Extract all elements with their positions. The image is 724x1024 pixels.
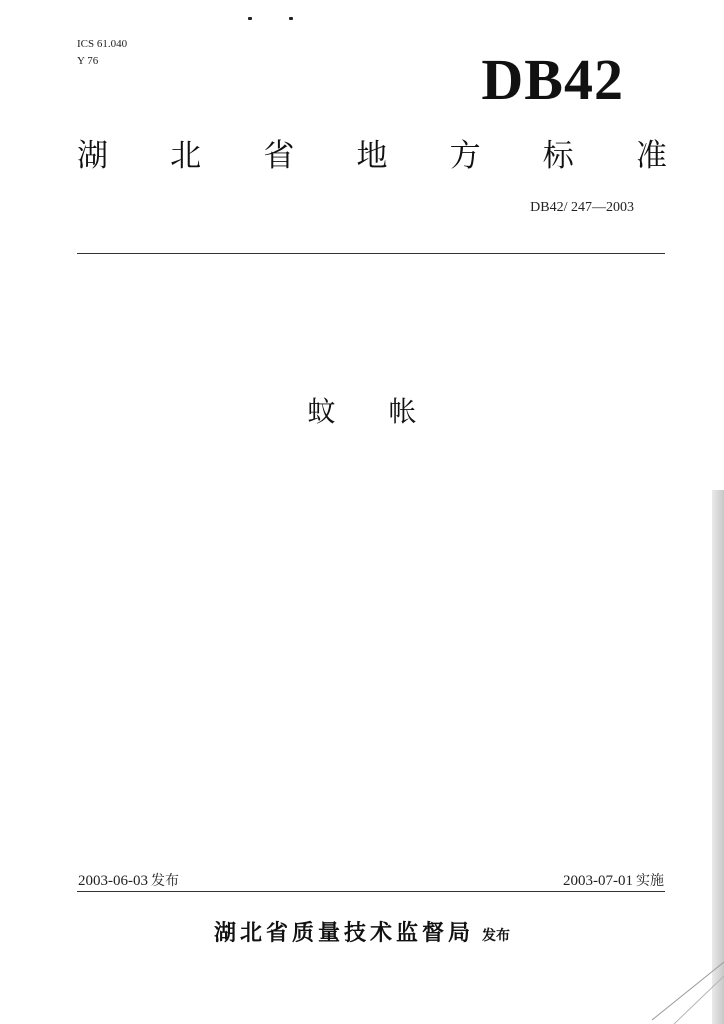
heading-char: 省 bbox=[263, 138, 295, 174]
standard-type-heading bbox=[77, 136, 667, 176]
heading-char: 北 bbox=[170, 138, 202, 174]
publisher-name: 湖北省质量技术监督局 bbox=[213, 920, 474, 946]
document-title: 蚊 帐 bbox=[307, 395, 439, 428]
publisher-line bbox=[0, 916, 724, 947]
issue-date: 2003-06-03 bbox=[78, 873, 148, 889]
footer-divider bbox=[77, 891, 665, 892]
heading-char: 地 bbox=[356, 138, 388, 174]
scan-mark-right bbox=[289, 17, 293, 20]
ics-code: ICS 61.040 bbox=[77, 38, 128, 50]
scan-mark-left bbox=[248, 17, 252, 20]
heading-char: 标 bbox=[542, 138, 574, 174]
effective-date: 2003-07-01 bbox=[563, 873, 633, 889]
effective-label: 实施 bbox=[636, 873, 664, 889]
publisher-verb: 发布 bbox=[482, 928, 510, 944]
heading-char: 方 bbox=[449, 138, 481, 174]
heading-char: 湖 bbox=[77, 138, 108, 174]
header-divider bbox=[77, 253, 665, 254]
standard-number: DB42/ 247—2003 bbox=[530, 200, 634, 215]
classification-codes bbox=[77, 36, 127, 70]
heading-char: 准 bbox=[635, 138, 667, 174]
db42-logo: DB42 bbox=[481, 47, 624, 112]
effective-date-line bbox=[563, 870, 664, 890]
issue-label: 发布 bbox=[151, 873, 179, 889]
page-fold-lines bbox=[644, 924, 724, 1024]
category-code: Y 76 bbox=[77, 55, 99, 67]
issue-date-line bbox=[78, 870, 179, 890]
